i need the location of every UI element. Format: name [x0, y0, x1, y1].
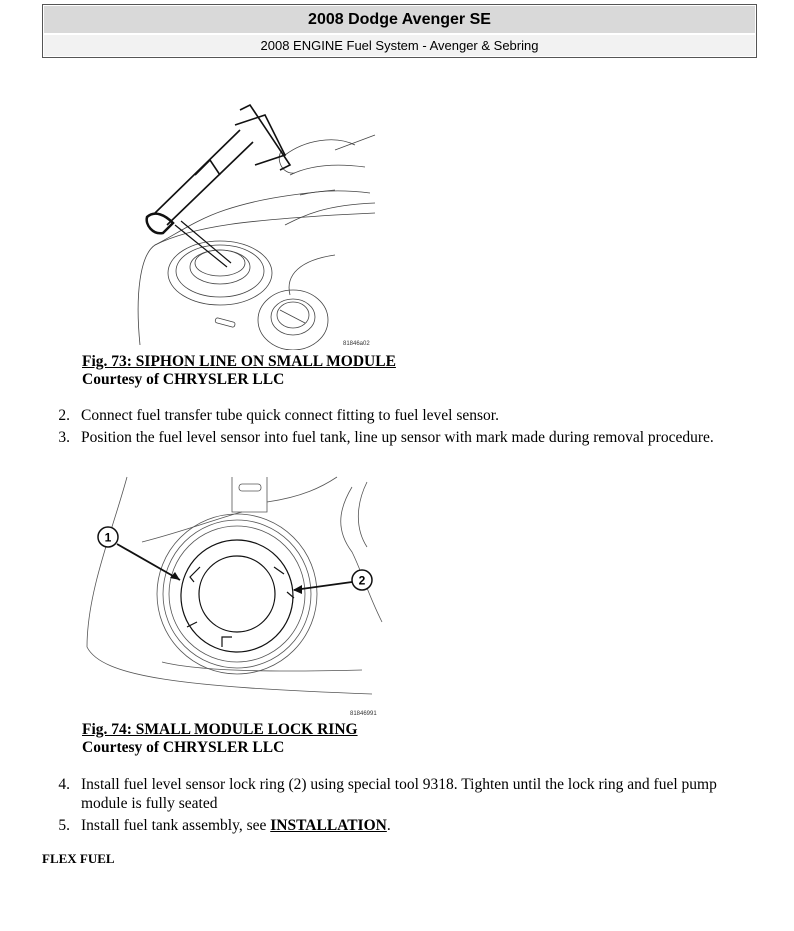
step-item: 5. Install fuel tank assembly, see INSTALLATION.	[58, 817, 391, 834]
procedure-steps-a	[48, 406, 748, 450]
figure-74-title: Fig. 74: SMALL MODULE LOCK RING	[82, 721, 358, 738]
svg-text:2: 2	[358, 573, 366, 588]
section-subtitle: 2008 ENGINE Fuel System - Avenger & Sebring	[44, 35, 755, 56]
figure-73-courtesy: Courtesy of CHRYSLER LLC	[82, 371, 285, 388]
figure-73-code: 81846a02	[343, 341, 370, 347]
svg-text:1: 1	[104, 530, 112, 545]
installation-link[interactable]: INSTALLATION	[270, 817, 387, 834]
figure-74-courtesy: Courtesy of CHRYSLER LLC	[82, 739, 285, 756]
figure-74-code: 81846991	[350, 711, 377, 717]
step-item: 2. Connect fuel transfer tube quick connect fitting to fuel level sensor.	[58, 407, 499, 424]
figure-74-lock-ring-image	[82, 472, 392, 722]
figure-73-caption	[82, 353, 396, 389]
figure-74-caption	[82, 721, 358, 757]
section-heading-flex-fuel: FLEX FUEL	[42, 851, 115, 866]
figure-73-siphon-line-image	[135, 95, 380, 350]
document-header	[42, 4, 757, 58]
vehicle-title: 2008 Dodge Avenger SE	[44, 6, 755, 34]
figure-73-title: Fig. 73: SIPHON LINE ON SMALL MODULE	[82, 353, 396, 370]
procedure-steps-b	[48, 775, 748, 838]
step-item: 3. Position the fuel level sensor into fuel tank, line up sensor with mark made during removal procedure.	[58, 429, 714, 446]
step-item: 4. Install fuel level sensor lock ring (2) using special tool 9318. Tighten until the lock ring and fuel pump module is fully seated	[58, 776, 717, 812]
